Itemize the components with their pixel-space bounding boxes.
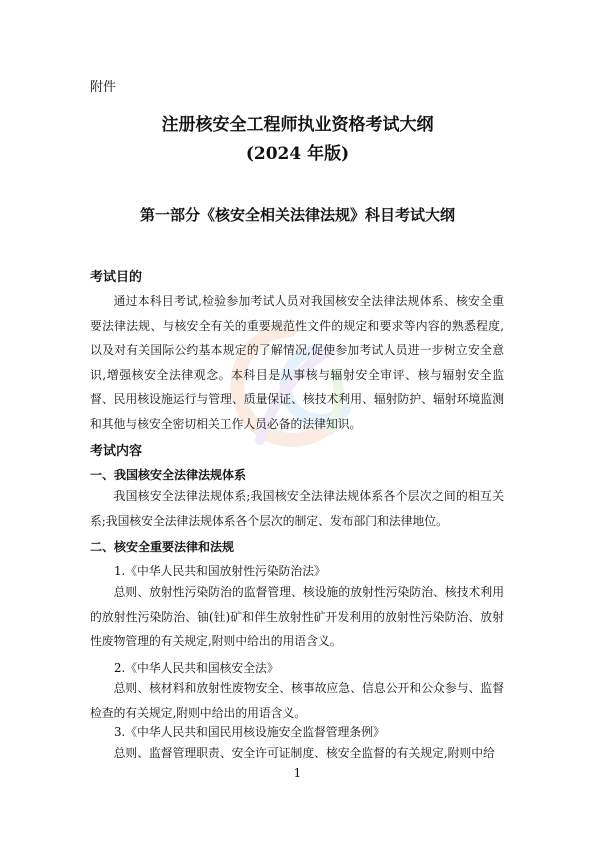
- annex-label: 附件: [90, 80, 117, 95]
- law-item-1-title: 1.《中华人民共和国放射性污染防治法》: [114, 564, 326, 578]
- section1-heading: 一、我国核安全法律法规体系: [90, 468, 247, 482]
- law-item-1-text: 总则、放射性污染防治的监督管理、核设施的放射性污染防治、核技术利用的放射性污染防治、铀(钍)矿和伴生放射性矿开发利用的放射性污染防治、放射性废物管理的有关规定,附则中给出的用语含义。: [90, 585, 504, 649]
- law-item-2-title: 2.《中华人民共和国核安全法》: [114, 661, 279, 675]
- part-title: 第一部分《核安全相关法律法规》科目考试大纲: [139, 206, 455, 224]
- exam-purpose-heading: 考试目的: [90, 270, 143, 285]
- section1-text: 我国核安全法律法规体系;我国核安全法律法规体系各个层次之间的相互关系;我国核安全法律法规体系各个层次的制定、发布部门和法律地位。: [90, 489, 504, 528]
- section2-heading: 二、核安全重要法律和法规: [90, 540, 235, 554]
- edition-label: (2024 年版): [245, 144, 350, 164]
- document-title: 注册核安全工程师执业资格考试大纲: [161, 115, 434, 135]
- law-item-2-text: 总则、核材料和放射性废物安全、核事故应急、信息公开和公众参与、监督检查的有关规定,附则中给出的用语含义。: [90, 681, 504, 720]
- page-number: 1: [293, 766, 302, 780]
- exam-purpose-text: 通过本科目考试,检验参加考试人员对我国核安全法律法规体系、核安全重要法律法规、与核安全有关的重要规范性文件的规定和要求等内容的熟悉程度,以及对有关国际公约基本规定的了解情况,促使参加考试人员进一步树立安全意识,增强核安全法律观念。本科目是从事核与辐射安全审评、核与辐射安全监督、民用核设施运行与管理、质量保证、核技术利用、辐射防护、辐射环境监测和其他与核安全密切相关工作人员必备的法律知识。: [90, 294, 504, 431]
- law-item-3-text: 总则、监督管理职责、安全许可证制度、核安全监督的有关规定,附则中给: [113, 746, 495, 760]
- exam-content-heading: 考试内容: [90, 444, 143, 459]
- law-item-3-title: 3.《中华人民共和国民用核设施安全监督管理条例》: [114, 725, 385, 739]
